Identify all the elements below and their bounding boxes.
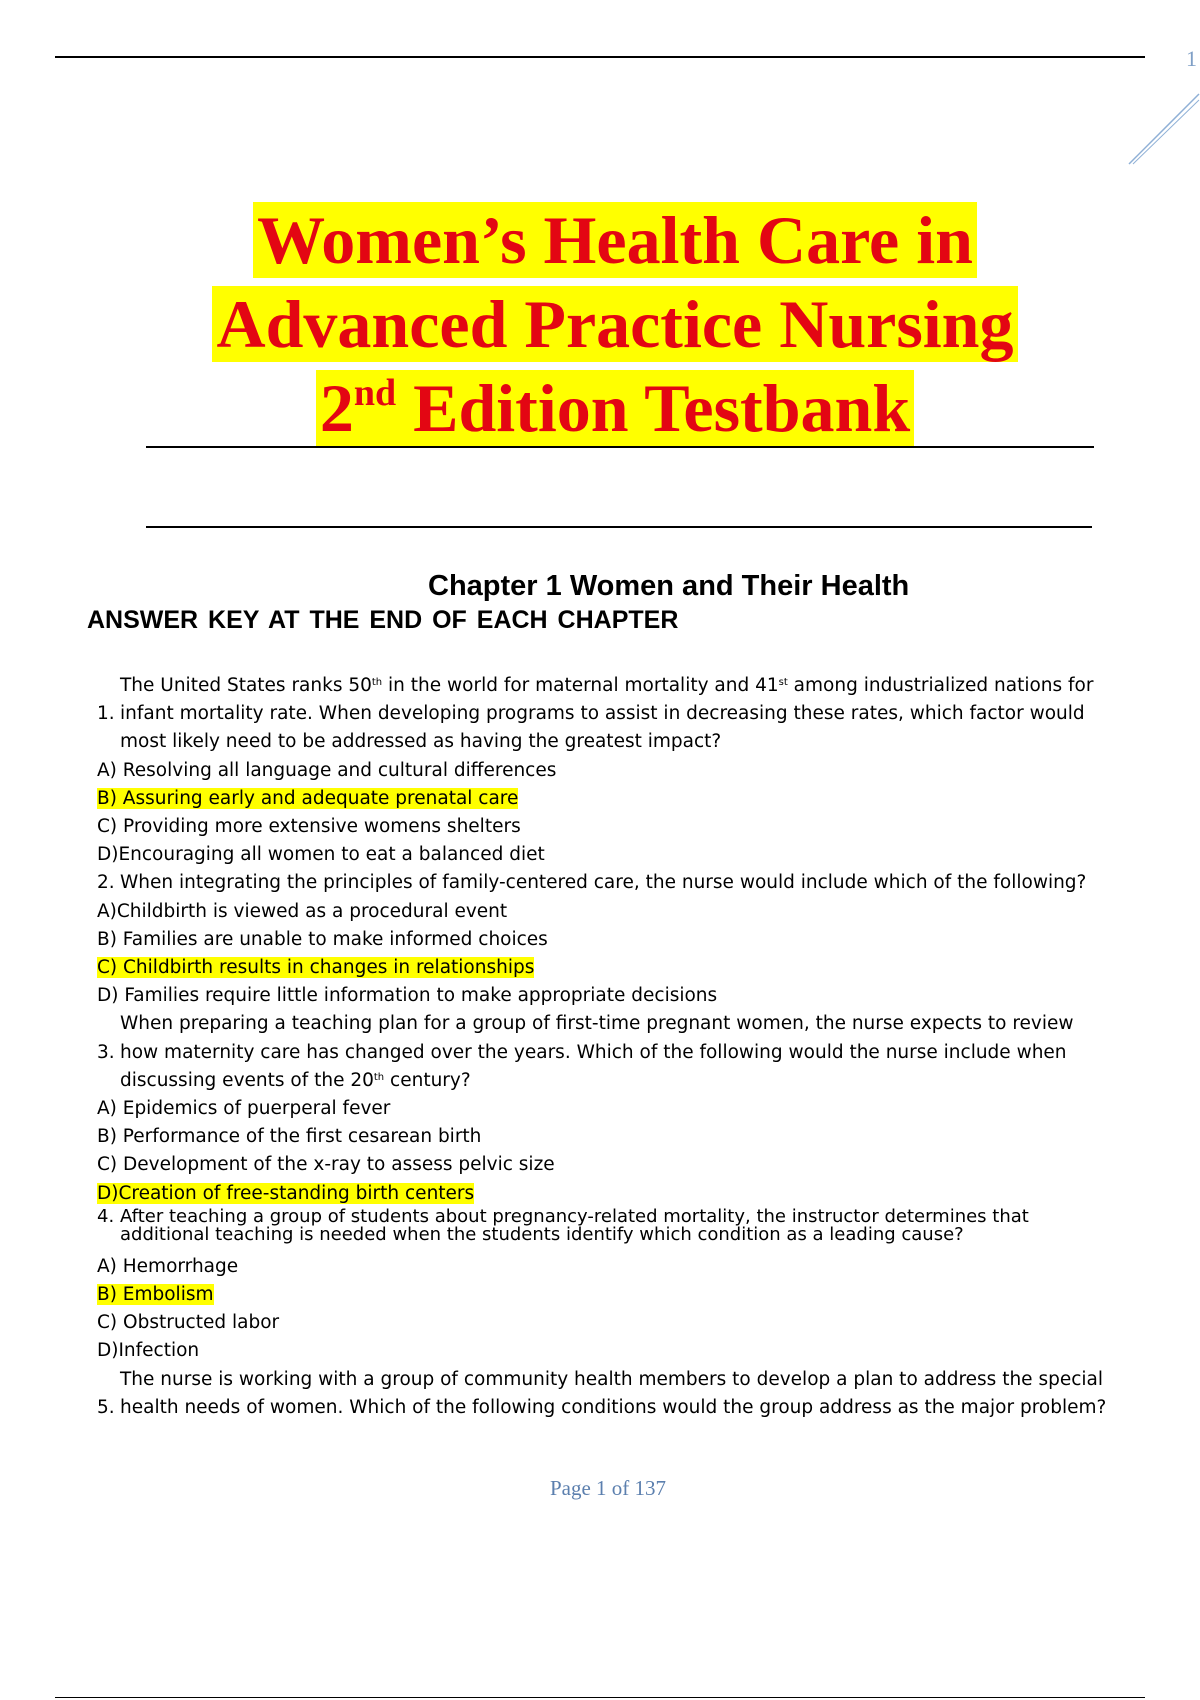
question-1	[0, 672, 1110, 757]
question-number: 3.	[97, 1041, 115, 1063]
option-text-highlighted: B) Assuring early and adequate prenatal care	[97, 787, 519, 809]
stem-text: When preparing a teaching plan for a group of first-time pregnant women, the nurse expects to review how maternity care has changed over the years. Which of the following would the nurse include when discussing events of the 20	[120, 1013, 1074, 1091]
title-line-3	[316, 370, 914, 446]
answer-option-correct	[0, 1281, 1200, 1309]
question-number: 2.	[97, 872, 115, 894]
option-text: A) Resolving all language and cultural differences	[97, 759, 557, 781]
question-number: 1.	[97, 703, 115, 725]
answer-option	[0, 1253, 1200, 1281]
answer-option	[0, 1337, 1200, 1365]
answer-option	[0, 813, 1200, 841]
option-text: C) Development of the x-ray to assess pelvic size	[97, 1154, 555, 1176]
option-text: A)Childbirth is viewed as a procedural event	[97, 900, 508, 922]
answer-option	[0, 1123, 1200, 1151]
title-edition-ordinal: nd	[353, 372, 397, 414]
ordinal-suffix: st	[778, 677, 788, 688]
question-stem	[120, 675, 1093, 752]
option-text: D)Infection	[97, 1340, 200, 1362]
title-line-2: Advanced Practice Nursing	[212, 286, 1017, 362]
document-title	[0, 198, 1200, 450]
stem-text: among industrialized nations for infant mortality rate. When developing programs to assist in decreasing these rates, which factor would most likely need to be addressed as having the greatest impact?	[120, 675, 1094, 753]
option-text: C) Providing more extensive womens shelters	[97, 816, 521, 838]
question-stem: After teaching a group of students about pregnancy-related mortality, the instructor determines that additional teaching is needed when the students identify which condition as a leading cause?	[120, 1205, 1029, 1245]
header-rule	[55, 56, 1145, 58]
corner-page-number: 1	[1186, 46, 1197, 71]
title-line-1: Women’s Health Care in	[253, 202, 977, 278]
stem-text: century?	[384, 1069, 471, 1091]
option-text-highlighted: B) Embolism	[97, 1284, 214, 1306]
option-text: D)Encouraging all women to eat a balanced diet	[97, 844, 545, 866]
answer-option	[0, 898, 1200, 926]
title-edition-rest: Edition Testbank	[396, 370, 911, 446]
answer-option	[0, 982, 1200, 1010]
footer-rule	[55, 1697, 1145, 1698]
option-text: A) Epidemics of puerperal fever	[97, 1098, 391, 1120]
option-text: C) Obstructed labor	[97, 1312, 280, 1334]
question-number: 5.	[97, 1396, 115, 1418]
answer-option-correct	[0, 1180, 1200, 1208]
answer-option	[0, 1151, 1200, 1179]
answer-option	[0, 1095, 1200, 1123]
chapter-title: Chapter 1 Women and Their Health	[428, 570, 910, 602]
answer-option	[0, 757, 1200, 785]
question-4	[0, 1205, 1110, 1253]
page-footer: Page 1 of 137	[549, 1476, 667, 1500]
question-number: 4.	[97, 1205, 115, 1227]
corner-decoration-lines	[1128, 86, 1200, 166]
answer-option-correct	[0, 954, 1200, 982]
option-text: B) Performance of the first cesarean birth	[97, 1126, 482, 1148]
title-underline-rule	[146, 446, 1094, 448]
answer-option	[0, 1309, 1200, 1337]
answer-option	[0, 926, 1200, 954]
title-edition-number: 2	[319, 370, 354, 446]
stem-text: The United States ranks 50	[120, 675, 372, 696]
answer-option-correct	[0, 785, 1200, 813]
answer-option	[0, 841, 1200, 869]
question-5	[0, 1366, 1110, 1422]
question-3	[0, 1010, 1110, 1095]
option-text-highlighted: D)Creation of free-standing birth centers	[97, 1182, 475, 1204]
ordinal-suffix: th	[371, 677, 383, 688]
question-stem: The nurse is working with a group of community health members to develop a plan to address the special health needs of women. Which of the following conditions would the group address as the major problem?	[120, 1368, 1107, 1418]
option-text: A) Hemorrhage	[97, 1255, 239, 1277]
question-list	[0, 672, 1200, 1422]
stem-text: in the world for maternal mortality and 41	[382, 675, 779, 696]
question-stem: When integrating the principles of family-centered care, the nurse would include which of the following?	[120, 872, 1087, 894]
answer-key-note: ANSWER KEY AT THE END OF EACH CHAPTER	[87, 606, 679, 634]
question-stem	[120, 1013, 1074, 1090]
option-text-highlighted: C) Childbirth results in changes in relationships	[97, 957, 535, 979]
question-2	[0, 869, 1110, 897]
ordinal-suffix: th	[373, 1071, 385, 1083]
section-divider-rule	[146, 526, 1092, 528]
option-text: D) Families require little information to make appropriate decisions	[97, 985, 718, 1007]
option-text: B) Families are unable to make informed choices	[97, 928, 548, 950]
